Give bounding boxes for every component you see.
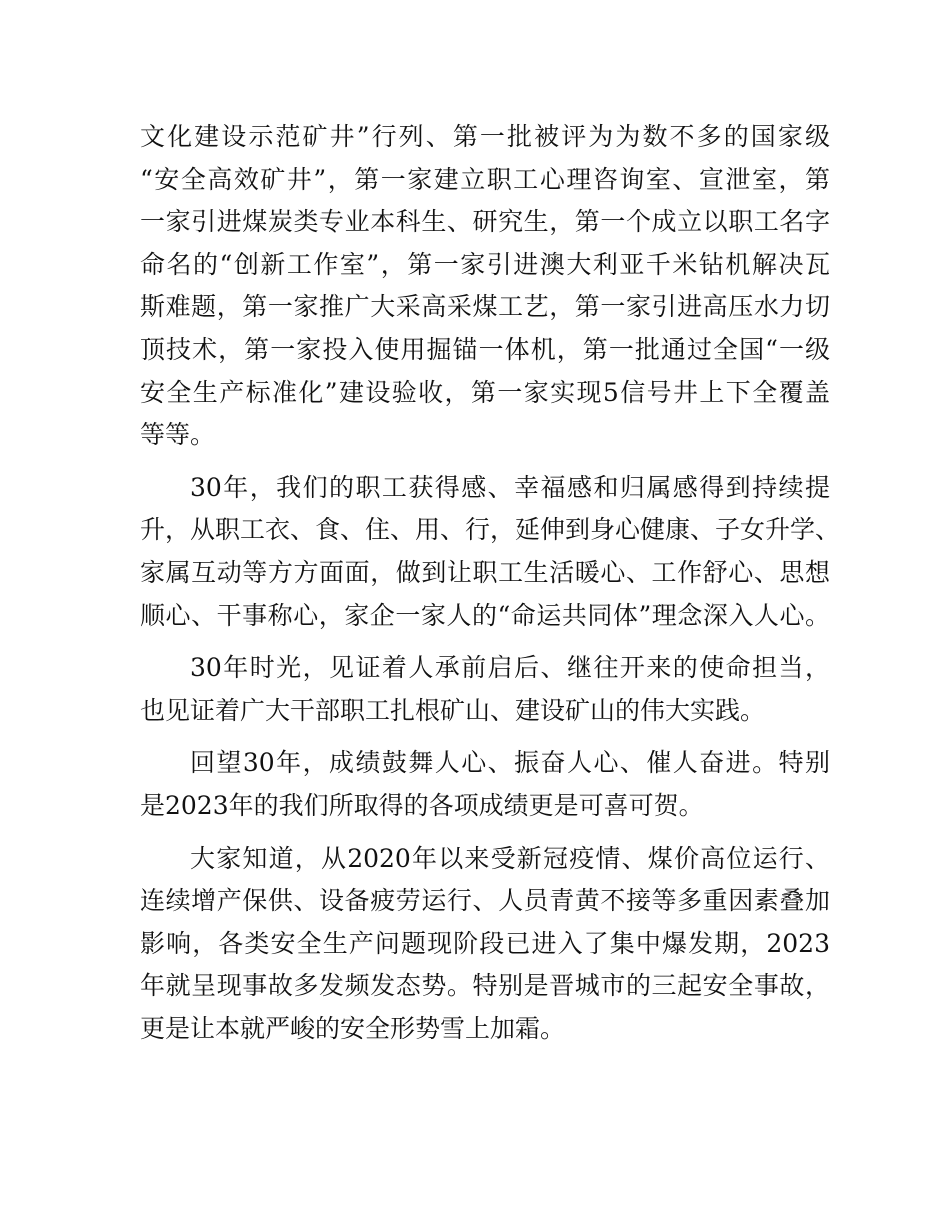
text-line: 是2023年的我们所取得的各项成绩更是可喜可贺。 — [140, 790, 704, 820]
text-line: 30年，我们的职工获得感、幸福感和归属感得到持续提 — [190, 472, 830, 502]
text-line: 更是让本就严峻的安全形势雪上加霜。 — [140, 1013, 566, 1043]
text-line: 家属互动等方方面面，做到让职工生活暖心、工作舒心、思想 — [140, 557, 830, 587]
paragraph-3 — [140, 647, 830, 732]
text-line: 一家引进煤炭类专业本科生、研究生，第一个成立以职工名字 — [140, 207, 830, 237]
text-line: 影响，各类安全生产问题现阶段已进入了集中爆发期，2023 — [140, 928, 830, 958]
text-line: 命名的“创新工作室”，第一家引进澳大利亚千米钻机解决瓦 — [140, 249, 830, 279]
paragraph-gap — [140, 637, 830, 647]
text-line: 连续增产保供、设备疲劳运行、人员青黄不接等多重因素叠加 — [140, 886, 830, 916]
paragraph-5 — [140, 838, 830, 1051]
text-line: 安全生产标准化”建设验收，第一家实现5信号井上下全覆盖 — [140, 377, 830, 407]
text-line: 回望30年，成绩鼓舞人心、振奋人心、催人奋进。特别 — [190, 748, 830, 778]
text-line: 顶技术，第一家投入使用掘锚一体机，第一批通过全国“一级 — [140, 334, 830, 364]
paragraph-4 — [140, 742, 830, 827]
text-line: 年就呈现事故多发频发态势。特别是晋城市的三起安全事故， — [140, 971, 830, 1001]
text-line: 顺心、干事称心，家企一家人的“命运共同体”理念深入人心。 — [140, 600, 830, 630]
text-line: 文化建设示范矿井”行列、第一批被评为为数不多的国家级 — [140, 122, 830, 151]
text-line: “安全高效矿井”，第一家建立职工心理咨询室、宣泄室，第 — [140, 164, 830, 194]
paragraph-2 — [140, 467, 841, 637]
document-body — [140, 116, 841, 1050]
paragraph-1 — [140, 116, 830, 457]
text-line: 斯难题，第一家推广大采高采煤工艺，第一家引进高压水力切 — [140, 292, 830, 322]
paragraph-gap — [140, 732, 830, 742]
text-line: 升，从职工衣、食、住、用、行，延伸到身心健康、子女升学、 — [140, 515, 841, 545]
paragraph-gap — [140, 457, 830, 467]
text-line: 等等。 — [140, 420, 216, 450]
text-line: 大家知道，从2020年以来受新冠疫情、煤价高位运行、 — [190, 843, 830, 873]
text-line: 30年时光，见证着人承前启后、继往开来的使命担当， — [190, 653, 830, 683]
text-line: 也见证着广大干部职工扎根矿山、建设矿山的伟大实践。 — [140, 695, 766, 725]
paragraph-gap — [140, 828, 830, 838]
